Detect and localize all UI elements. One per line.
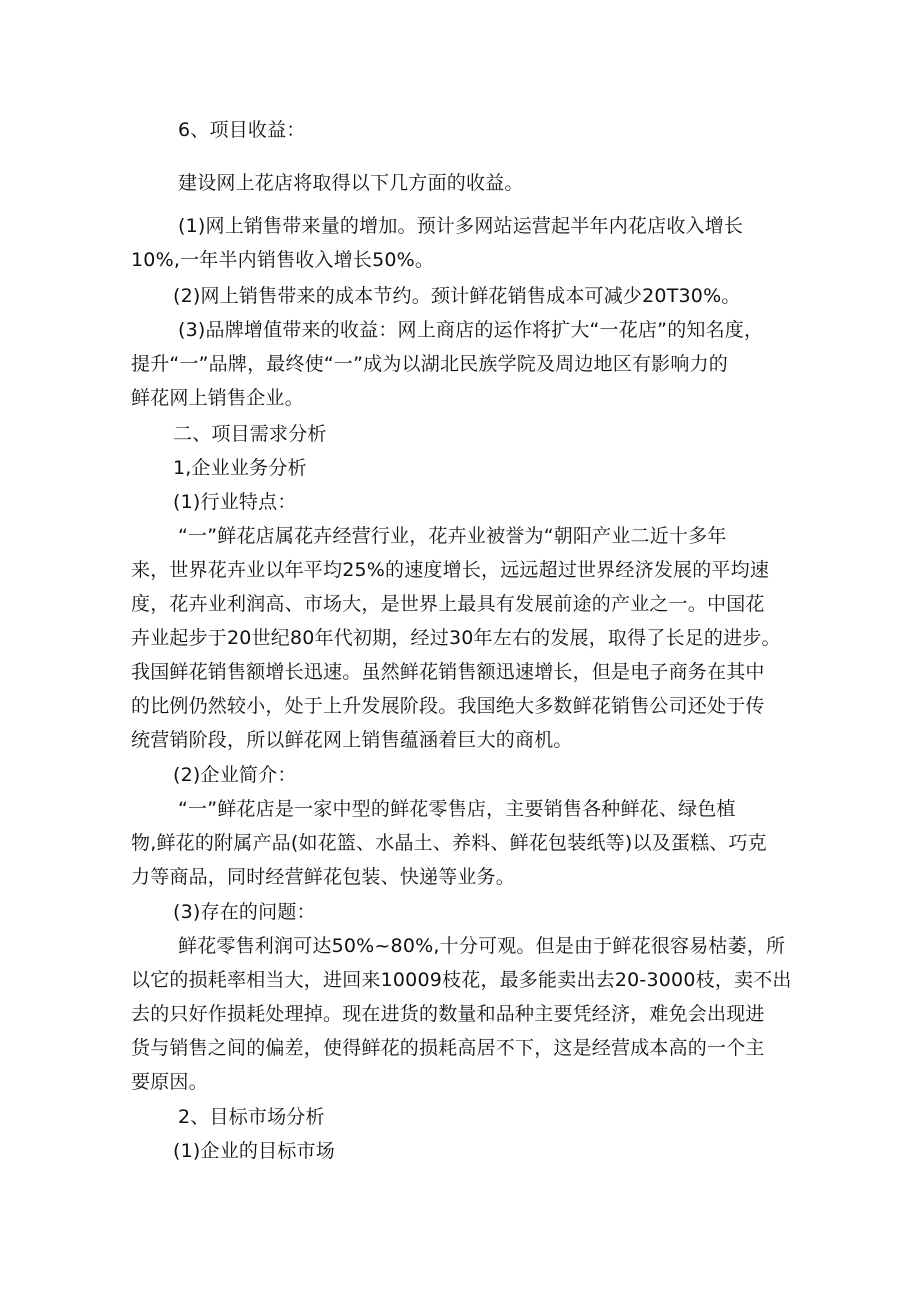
paragraph-line: (1)网上销售带来量的增加。预计多网站运营起半年内花店收入增长 (178, 215, 744, 237)
paragraph-line: 建设网上花店将取得以下几方面的收益。 (178, 172, 524, 194)
section-heading-project-benefits: 6、项目收益： (178, 119, 306, 141)
subsection-heading: 1,企业业务分析 (173, 457, 307, 479)
paragraph-line: (2)网上销售带来的成本节约。颈计鲜花销售成本可减少20T30%。 (173, 285, 741, 307)
subsection-heading: (1)行业特点： (173, 491, 297, 513)
paragraph-line: 以它的损耗率相当大，进回来10009枝花，最多能卖出去20-3000枝，卖不出 (131, 969, 792, 991)
subsection-heading: (2)企业简介： (173, 764, 297, 786)
paragraph-line: 鲜花网上销售企业。 (131, 387, 304, 409)
paragraph-line: 统营销阶段，所以鲜花网上销售蕴涵着巨大的商机。 (131, 729, 573, 751)
paragraph-line: 货与销售之间的偏差，使得鲜花的损耗高居不下，这是经营成本高的一个主 (131, 1037, 765, 1059)
paragraph-line: “一”鲜花店是一家中型的鲜花零售店，主要销售各种鲜花、绿色植 (178, 798, 736, 820)
paragraph-line: 物,鲜花的附属产品(如花篮、水晶土、养料、鲜花包装纸等)以及蛋糕、巧克 (131, 832, 767, 854)
paragraph-line: 10%,一年半内销售收入增长50%。 (131, 249, 435, 271)
subsection-heading: (1)企业的目标市场 (173, 1140, 335, 1162)
paragraph-line: 卉业起步于20世纪80年代初期，经过30年左右的发展，取得了长足的进步。 (131, 627, 781, 649)
paragraph-line: 度，花卉业利润高、市场大，是世界上最具有发展前途的产业之一。中国花 (131, 593, 765, 615)
paragraph-line: 鲜花零售利润可达50%~80%,十分可观。但是由于鲜花很容易枯萎，所 (178, 935, 786, 957)
paragraph-line: 的比例仍然较小，处于上升发展阶段。我国绝大多数鲜花销售公司还处于传 (131, 695, 765, 717)
paragraph-line: “一”鲜花店属花卉经营行业，花卉业被誉为“朝阳产业二近十多年 (178, 525, 727, 547)
paragraph-line: 要原因。 (131, 1071, 208, 1093)
paragraph-line: 我国鲜花销售额增长迅速。虽然鲜花销售额迅速增长，但是电子商务在其中 (131, 661, 765, 683)
section-heading-requirements-analysis: 二、项目需求分析 (173, 423, 327, 445)
paragraph-line: 力等商品，同时经营鲜花包装、快递等业务。 (131, 866, 516, 888)
paragraph-line: 去的只好作损耗处理掉。现在进货的数量和品种主要凭经济，难免会出现进 (131, 1003, 765, 1025)
paragraph-line: 提升“一”品牌，最终使“一”成为以湖北民族学院及周边地区有影响力的 (131, 353, 728, 375)
subsection-heading: (3)存在的问题： (173, 901, 316, 923)
paragraph-line: (3)品牌增值带来的收益：网上商店的运作将扩大“一花店”的知名度， (178, 319, 764, 341)
subsection-heading: 2、目标市场分析 (178, 1106, 325, 1128)
paragraph-line: 来，世界花卉业以年平均25%的速度增长，远远超过世界经济发展的平均速 (131, 559, 770, 581)
